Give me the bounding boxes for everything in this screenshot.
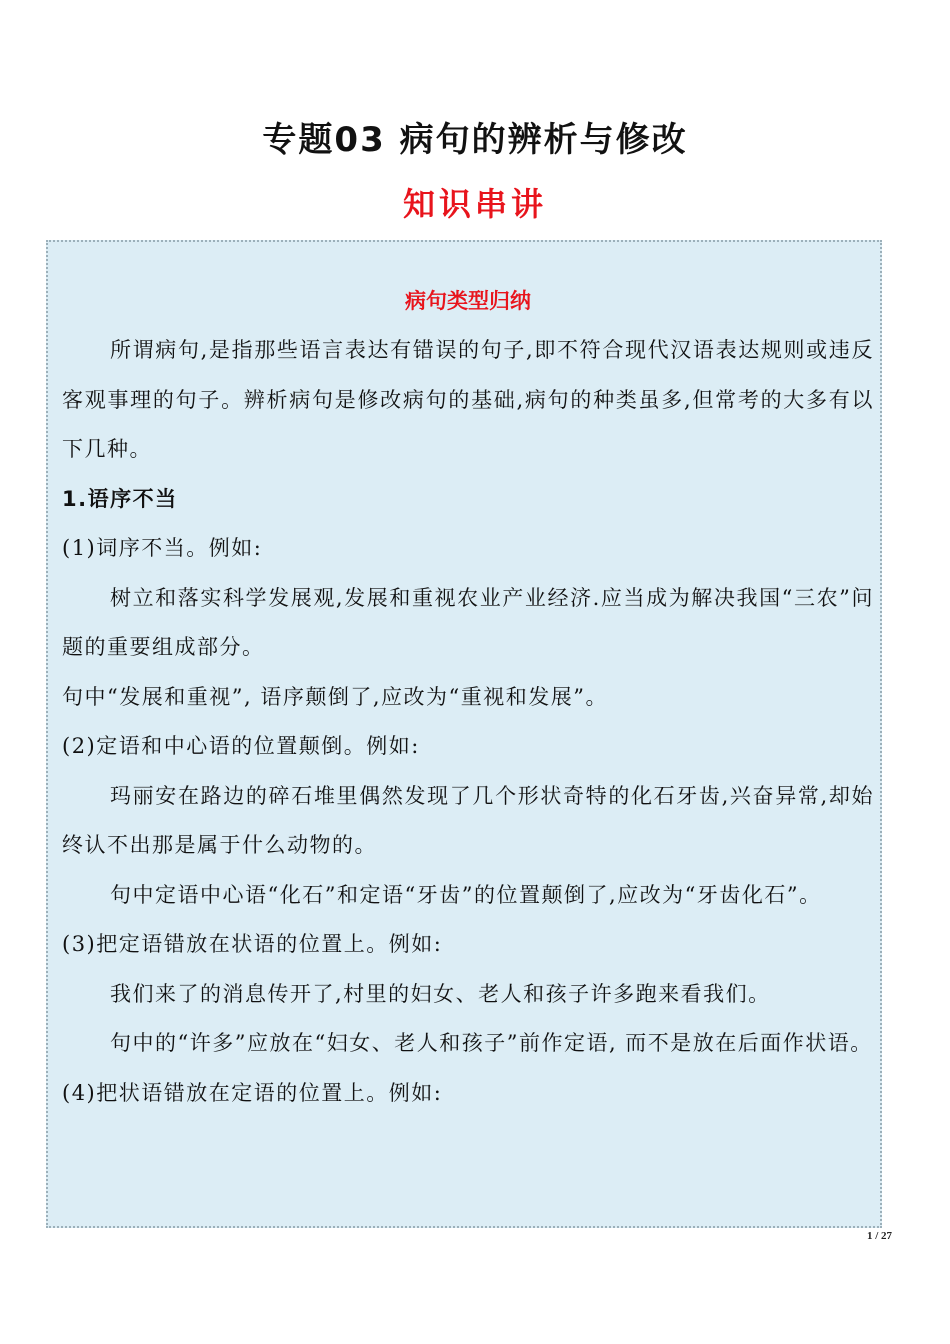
subsection-heading: (3)把定语错放在状语的位置上。例如:	[62, 932, 443, 956]
subsection-heading: (1)词序不当。例如:	[62, 536, 263, 560]
knowledge-box-content	[62, 276, 874, 1118]
explanation-paragraph: 句中“发展和重视”, 语序颠倒了,应改为“重视和发展”。	[62, 684, 608, 709]
intro-paragraph: 所谓病句,是指那些语言表达有错误的句子,即不符合现代汉语表达规则或违反客观事理的句子。辨析病句是修改病句的基础,病句的种类虽多,但常考的大多有以下几种。	[62, 338, 874, 461]
section-heading-word-order: 1.语序不当	[62, 486, 178, 511]
document-subtitle: 知识串讲	[402, 185, 547, 223]
example-sentence: 我们来了的消息传开了,村里的妇女、老人和孩子许多跑来看我们。	[110, 981, 771, 1006]
box-title: 病句类型归纳	[405, 289, 531, 313]
subsection-heading: (4)把状语错放在定语的位置上。例如:	[62, 1080, 443, 1105]
example-sentence: 树立和落实科学发展观,发展和重视农业产业经济.应当成为解决我国“三农”问题的重要组成部分。	[62, 585, 874, 659]
explanation-paragraph: 句中定语中心语“化石”和定语“牙齿”的位置颠倒了,应改为“牙齿化石”。	[110, 882, 822, 907]
document-title: 专题03 病句的辨析与修改	[262, 120, 688, 160]
example-sentence: 玛丽安在路边的碎石堆里偶然发现了几个形状奇特的化石牙齿,兴奋异常,却始终认不出那是属于什么动物的。	[62, 783, 874, 857]
explanation-paragraph: 句中的“许多”应放在“妇女、老人和孩子”前作定语, 而不是放在后面作状语。	[110, 1031, 873, 1055]
subsection-heading: (2)定语和中心语的位置颠倒。例如:	[62, 734, 420, 758]
page-number: 1 / 27	[866, 1230, 892, 1242]
knowledge-box	[46, 240, 882, 1228]
